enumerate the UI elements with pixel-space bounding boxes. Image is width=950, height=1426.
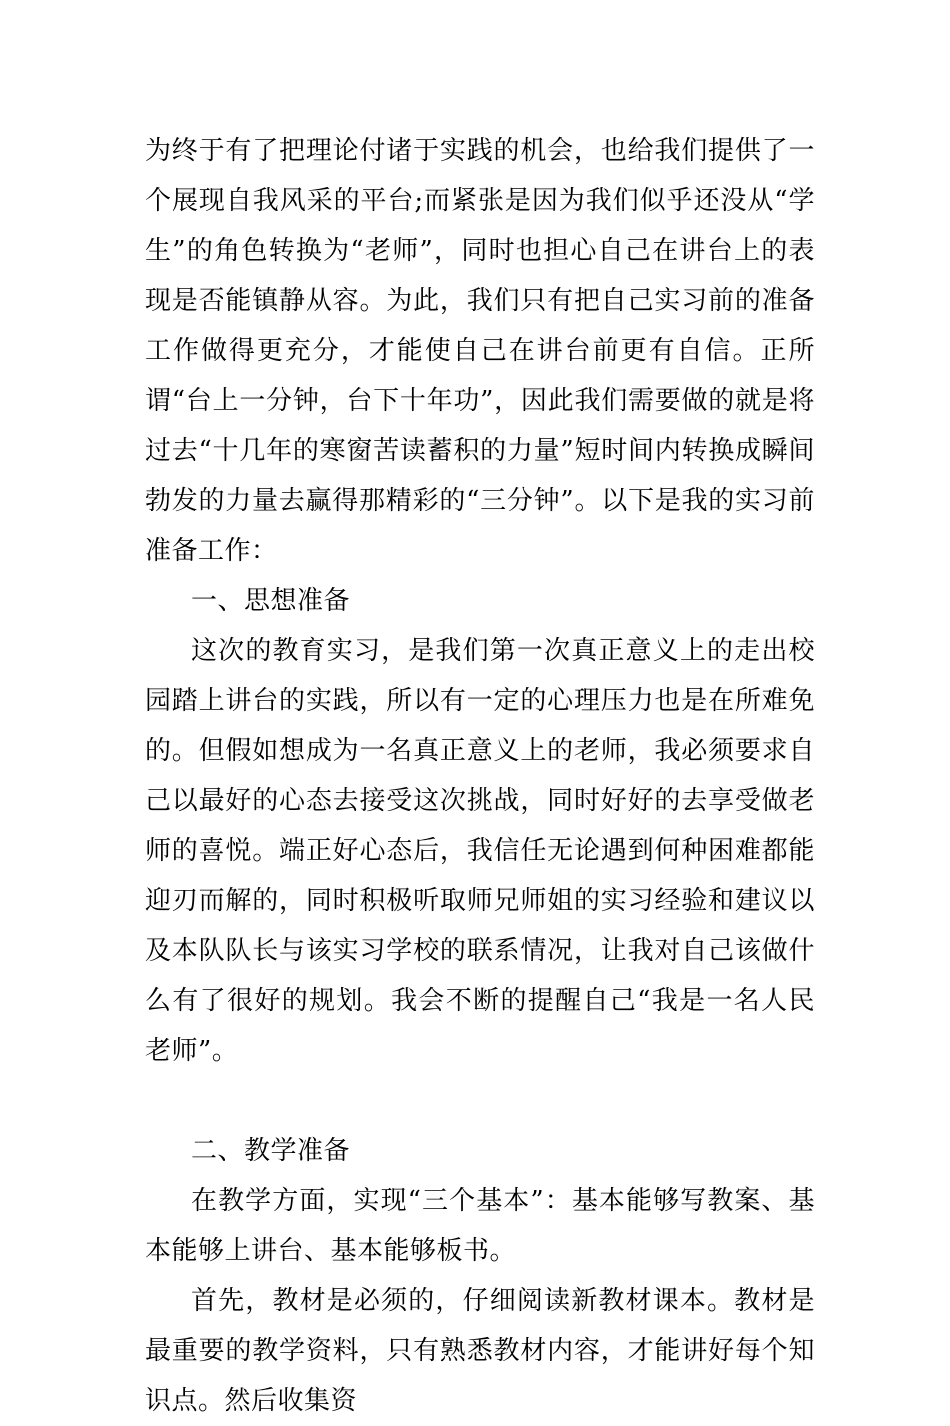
blank-line bbox=[145, 1076, 815, 1126]
section-heading-teaching: 二、教学准备 bbox=[191, 1136, 351, 1166]
paragraph-thinking: 这次的教育实习，是我们第一次真正意义上的走出校园踏上讲台的实践，所以有一定的心理压力也是在所难免的。但假如想成为一名真正意义上的老师，我必须要求自己以最好的心态去接受这次挑战，同时好好的去享受做老师的喜悦。端正好心态后，我信任无论遇到何种困难都能迎刃而解的，同时积极听取师兄师姐的实习经验和建议以及本队队长与该实习学校的联系情况，让我对自己该做什么有了很好的规划。我会不断的提醒自己“我是一名人民老师”。 bbox=[145, 636, 815, 1066]
paragraph-continuation: 为终于有了把理论付诸于实践的机会，也给我们提供了一个展现自我风采的平台;而紧张是因为我们似乎还没从“学生”的角色转换为“老师”，同时也担心自己在讲台上的表现是否能镇静从容。为此，我们只有把自己实习前的准备工作做得更充分，才能使自己在讲台前更有自信。正所谓“台上一分钟，台下十年功”，因此我们需要做的就是将过去“十几年的寒窗苦读蓄积的力量”短时间内转换成瞬间勃发的力量去赢得那精彩的“三分钟”。以下是我的实习前准备工作： bbox=[145, 136, 815, 566]
document-body bbox=[145, 126, 815, 1426]
section-heading-thinking: 一、思想准备 bbox=[191, 586, 351, 616]
paragraph-materials: 首先，教材是必须的，仔细阅读新教材课本。教材是最重要的教学资料，只有熟悉教材内容，才能讲好每个知识点。然后收集资 bbox=[145, 1286, 815, 1416]
paragraph-three-basics: 在教学方面，实现“三个基本”：基本能够写教案、基本能够上讲台、基本能够板书。 bbox=[145, 1186, 815, 1266]
